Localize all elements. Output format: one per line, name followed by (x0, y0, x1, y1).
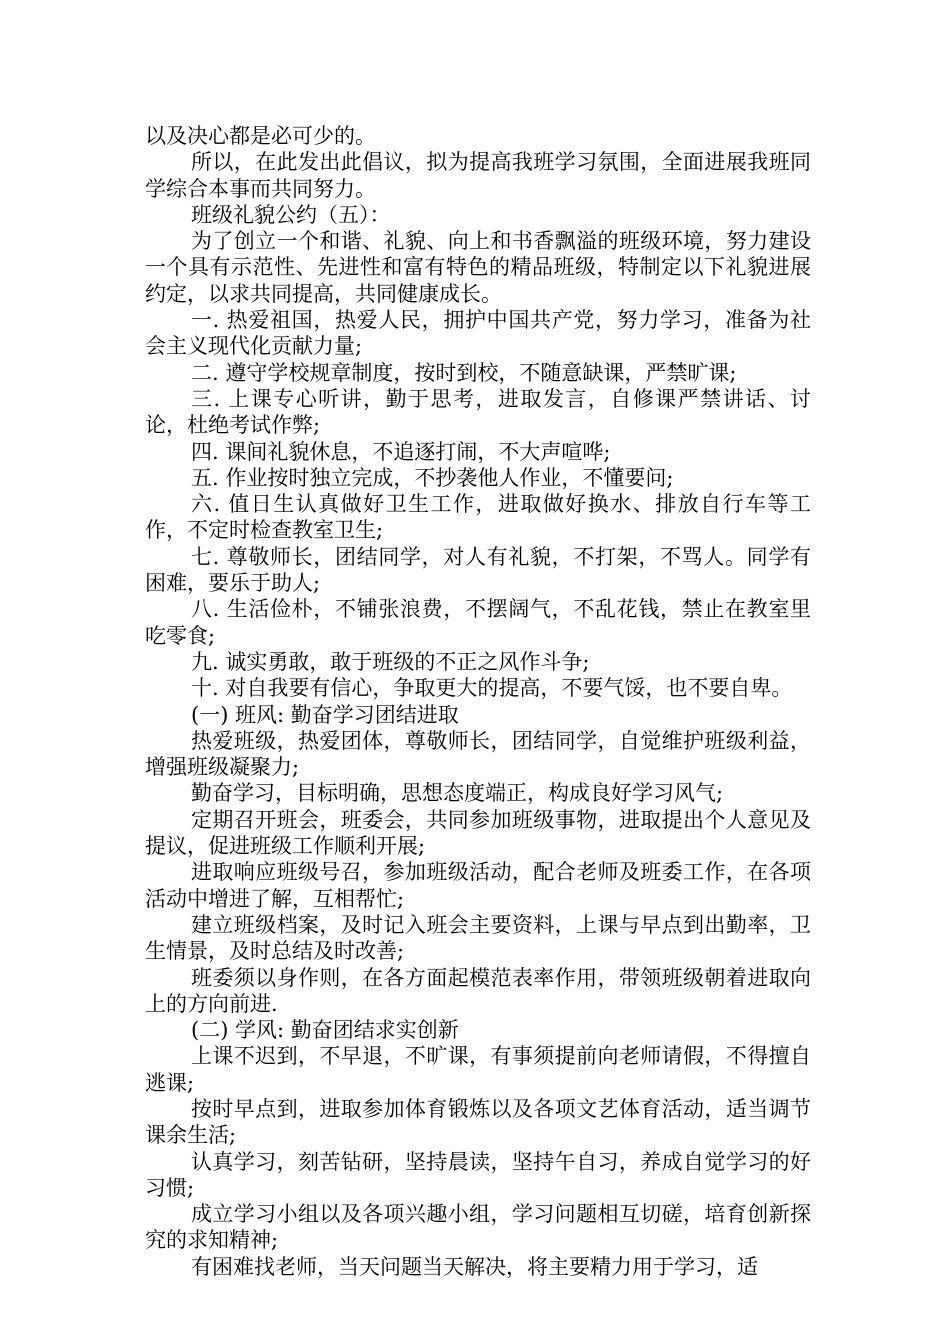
rule-item-4: 四. 课间礼貌休息，不追逐打闹，不大声喧哗; (191, 439, 611, 464)
paragraph-class-style-2: 勤奋学习，目标明确，思想态度端正，构成良好学习风气; (191, 781, 724, 806)
rule-item-7: 七. 尊敬师长，团结同学，对人有礼貌，不打架，不骂人。同学有困难，要乐于助人; (145, 544, 811, 596)
rule-item-5: 五. 作业按时独立完成，不抄袭他人作业，不懂要问; (191, 465, 674, 490)
rule-item-6: 六. 值日生认真做好卫生工作，进取做好换水、排放自行车等工作，不定时检查教室卫生; (145, 492, 811, 543)
paragraph-class-style-4: 进取响应班级号召，参加班级活动，配合老师及班委工作，在各项活动中增进了解，互相帮忙; (145, 860, 811, 911)
rule-item-8: 八. 生活俭朴，不铺张浪费，不摆阔气，不乱花钱，禁止在教室里吃零食; (145, 597, 811, 648)
paragraph-continuation: 以及决心都是必可少的。 (145, 124, 376, 148)
rule-item-9: 九. 诚实勇敢，敢于班级的不正之风作斗争; (191, 649, 590, 674)
paragraph-class-style-5: 建立班级档案，及时记入班会主要资料，上课与早点到出勤率，卫生情景，及时总结及时改善; (145, 912, 811, 964)
paragraph-study-style-5: 有困难找老师，当天问题当天解决，将主要精力用于学习，适 (191, 1254, 758, 1279)
paragraph-study-style-3: 认真学习，刻苦钻研，坚持晨读，坚持午自习，养成自觉学习的好习惯; (145, 1149, 811, 1200)
section-title-convention: 班级礼貌公约（五）： (191, 202, 391, 227)
paragraph-study-style-4: 成立学习小组以及各项兴趣小组，学习问题相互切磋，培育创新探究的求知精神; (145, 1202, 811, 1253)
paragraph-class-style-1: 热爱班级，热爱团体，尊敬师长，团结同学，自觉维护班级利益，增强班级凝聚力; (145, 728, 811, 780)
rule-item-3: 三. 上课专心听讲，勤于思考，进取发言，自修课严禁讲话、讨论，杜绝考试作弊; (145, 386, 811, 438)
subsection-title-class-style: (一) 班风: 勤奋学习团结进取 (191, 702, 459, 727)
rule-item-2: 二. 遵守学校规章制度，按时到校，不随意缺课，严禁旷课; (191, 360, 737, 385)
document-body (145, 123, 811, 1280)
paragraph-proposal: 所以，在此发出此倡议，拟为提高我班学习氛围，全面进展我班同学综合本事而共同努力。 (145, 150, 811, 201)
subsection-title-study-style: (二) 学风: 勤奋团结求实创新 (191, 1018, 459, 1043)
paragraph-class-style-6: 班委须以身作则，在各方面起模范表率作用，带领班级朝着进取向上的方向前进. (145, 965, 811, 1016)
rule-item-10: 十. 对自我要有信心，争取更大的提高，不要气馁，也不要自卑。 (191, 676, 793, 701)
paragraph-intro: 为了创立一个和谐、礼貌、向上和书香飘溢的班级环境，努力建设一个具有示范性、先进性和富有特色的精品班级，特制定以下礼貌进展约定，以求共同提高，共同健康成长。 (145, 229, 811, 306)
paragraph-class-style-3: 定期召开班会，班委会，共同参加班级事物，进取提出个人意见及提议，促进班级工作顺利开展; (145, 807, 811, 859)
paragraph-study-style-1: 上课不迟到，不早退，不旷课，有事须提前向老师请假，不得擅自逃课; (145, 1044, 811, 1095)
paragraph-study-style-2: 按时早点到，进取参加体育锻炼以及各项文艺体育活动，适当调节课余生活; (145, 1096, 811, 1148)
rule-item-1: 一. 热爱祖国，热爱人民，拥护中国共产党，努力学习，准备为社会主义现代化贡献力量; (145, 308, 811, 359)
